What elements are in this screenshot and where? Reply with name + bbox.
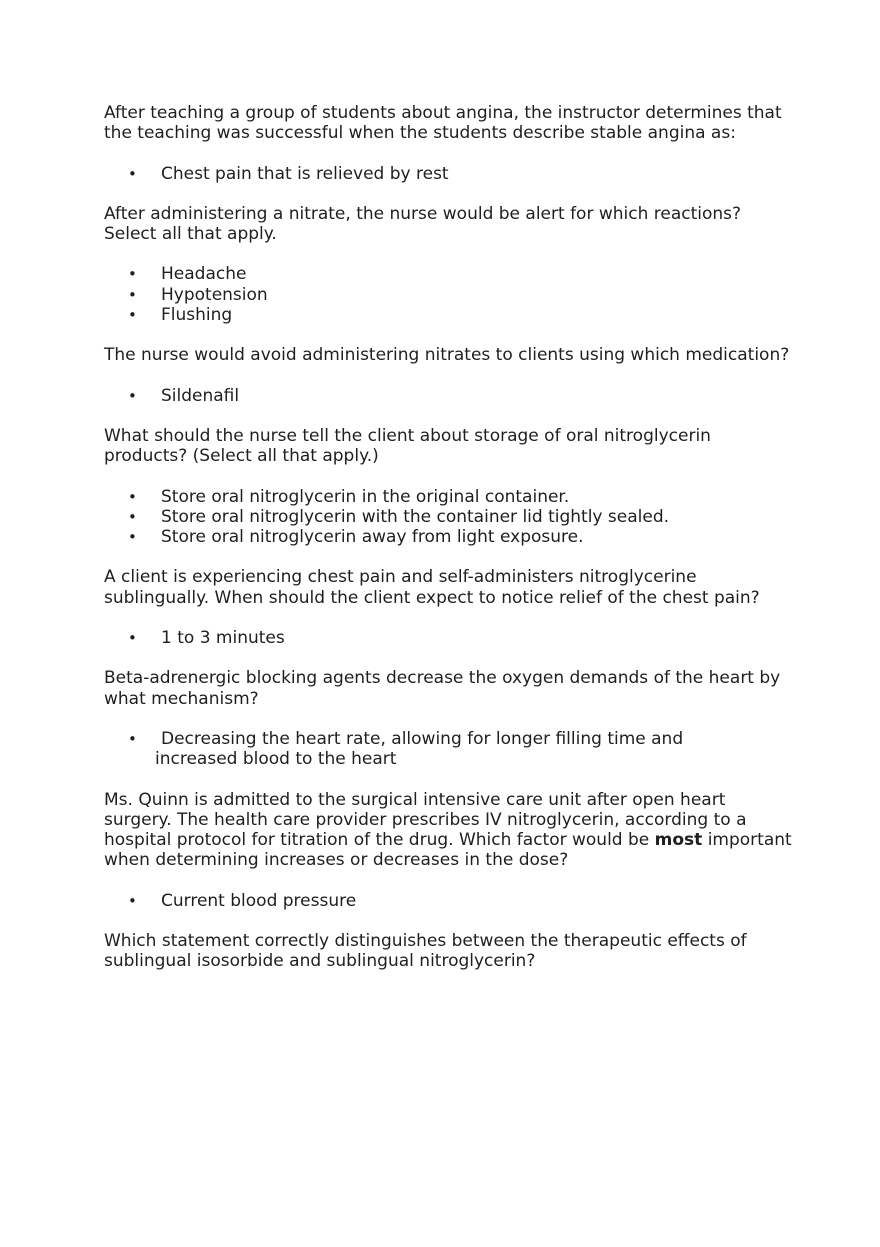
answer-list-3 <box>104 386 794 406</box>
answer-list-4 <box>104 487 794 548</box>
answer-item: • Flushing <box>104 305 794 325</box>
question-7-text-before: Ms. Quinn is admitted to the surgical intensive care unit after open heart surgery. The health care provider prescribes IV nitroglycerin, according to a hospital protocol for titration of the drug. Which factor would be <box>104 789 747 851</box>
question-8: Which statement correctly distinguishes between the therapeutic effects of sublingual isosorbide and sublingual nitroglycerin? <box>104 931 747 972</box>
answer-list-6 <box>104 729 794 770</box>
answer-item: • Store oral nitroglycerin in the original container. <box>104 487 794 507</box>
answer-line: Decreasing the heart rate, allowing for longer filling time and <box>161 728 684 749</box>
document-page <box>104 103 794 992</box>
answer-list-5 <box>104 628 794 648</box>
answer-item: • Store oral nitroglycerin with the container lid tightly sealed. <box>104 507 794 527</box>
question-2: After administering a nitrate, the nurse would be alert for which reactions? Select all that apply. <box>104 203 742 245</box>
question-1: After teaching a group of students about angina, the instructor determines that the teaching was successful when the students describe stable angina as: <box>104 103 782 144</box>
question-4: What should the nurse tell the client about storage of oral nitroglycerin products? (Select all that apply.) <box>104 425 711 467</box>
answer-list-1 <box>104 164 794 184</box>
answer-item: • Hypotension <box>104 285 794 305</box>
answer-item: • Current blood pressure <box>104 891 794 911</box>
question-6: Beta-adrenergic blocking agents decrease the oxygen demands of the heart by what mechanism? <box>104 668 781 709</box>
answer-line-continued: increased blood to the heart <box>155 749 397 770</box>
answer-item: • Headache <box>104 264 794 284</box>
question-7-text-after: important when determining increases or decreases in the dose? <box>104 830 792 871</box>
emphasis-most: most <box>654 830 703 851</box>
answer-item: • Store oral nitroglycerin away from light exposure. <box>104 527 794 547</box>
question-3: The nurse would avoid administering nitrates to clients using which medication? <box>104 345 790 366</box>
answer-item: • Chest pain that is relieved by rest <box>104 164 794 184</box>
question-7 <box>104 790 794 871</box>
answer-item: • 1 to 3 minutes <box>104 628 794 648</box>
answer-list-7 <box>104 891 794 911</box>
answer-item: • Sildenafil <box>104 386 794 406</box>
answer-list-2 <box>104 264 794 325</box>
answer-item <box>104 729 794 770</box>
question-5: A client is experiencing chest pain and self-administers nitroglycerine sublingually. When should the client expect to notice relief of the chest pain? <box>104 567 760 608</box>
